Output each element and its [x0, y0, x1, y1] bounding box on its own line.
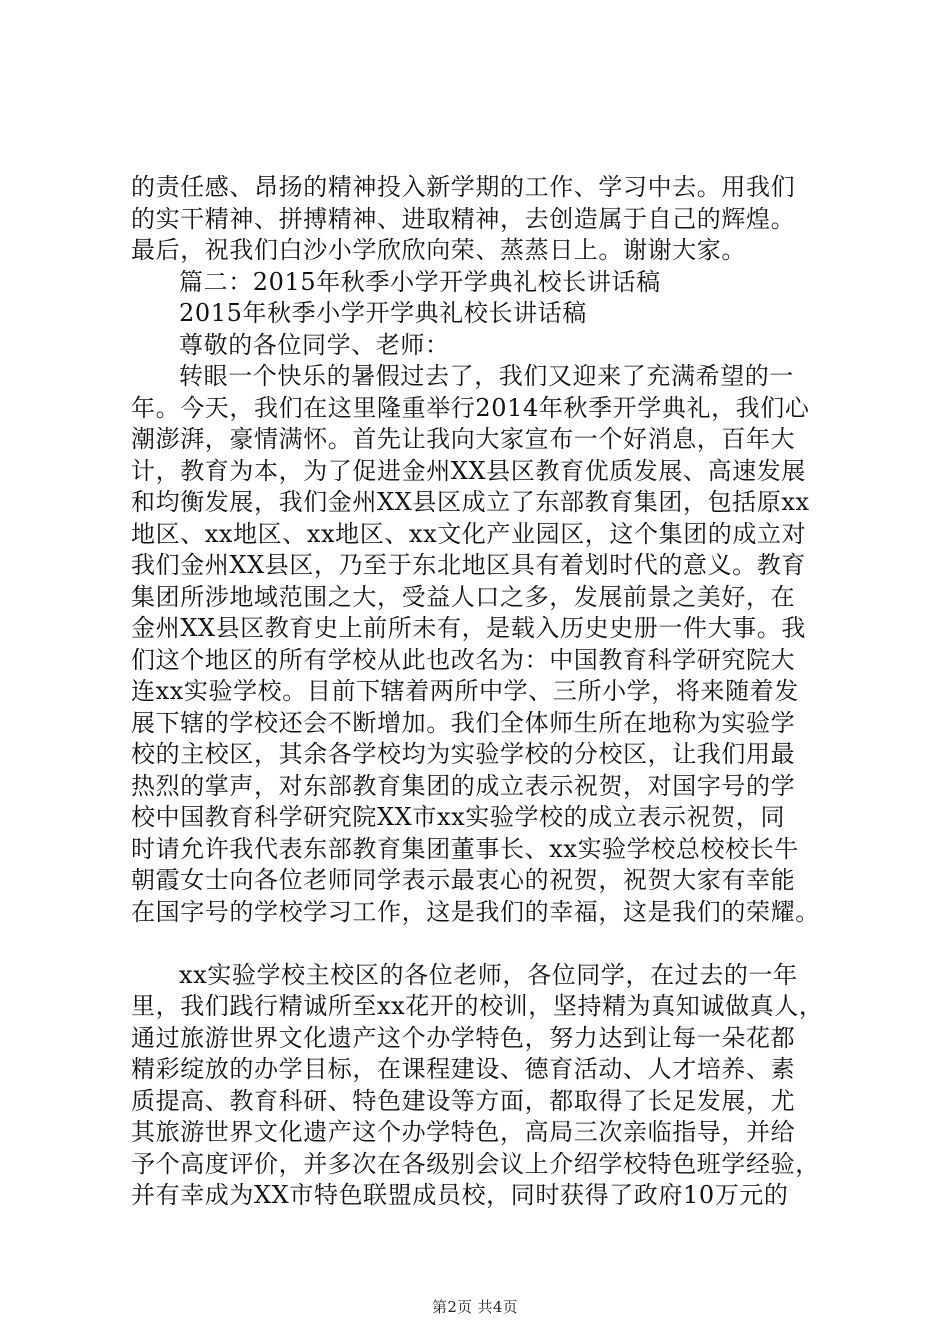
text-line: 校中国教育科学研究院XX市xx实验学校的成立表示祝贺，同 [131, 803, 786, 831]
text-line: 并有幸成为XX市特色联盟成员校，同时获得了政府10万元的 [131, 1181, 789, 1209]
document-body [131, 172, 831, 1212]
text-line: 其旅游世界文化遗产这个办学特色，高局三次亲临指导，并给 [131, 1118, 796, 1146]
text-line: 里，我们践行精诚所至xx花开的校训，坚持精为真知诚做真人， [131, 992, 824, 1020]
text-line: 最后，祝我们白沙小学欣欣向荣、蒸蒸日上。谢谢大家。 [131, 236, 746, 264]
text-line: 予个高度评价，并多次在各级别会议上介绍学校特色班学经验， [131, 1149, 820, 1178]
text-line: xx实验学校主校区的各位老师，各位同学，在过去的一年 [179, 960, 798, 989]
text-line: 时请允许我代表东部教育集团董事长、xx实验学校总校校长牛 [131, 834, 799, 863]
text-line: 在国字号的学校学习工作，这是我们的幸福，这是我们的荣耀。 [131, 897, 820, 926]
text-line: 集团所涉地域范围之大，受益人口之多，发展前景之美好，在 [131, 582, 796, 611]
text-line: 和均衡发展，我们金州XX县区成立了东部教育集团，包括原xx [131, 488, 810, 516]
text-line: 校的主校区，其余各学校均为实验学校的分校区，让我们用最 [131, 740, 796, 768]
paragraph-gap [131, 928, 831, 960]
text-line: 金州XX县区教育史上前所未有，是载入历史史册一件大事。我 [131, 614, 806, 642]
text-line: 朝霞女士向各位老师同学表示最衷心的祝贺，祝贺大家有幸能 [131, 866, 796, 894]
text-line: 地区、xx地区、xx地区、xx文化产业园区，这个集团的成立对 [131, 519, 807, 548]
text-line: 年。今天，我们在这里隆重举行2014年秋季开学典礼，我们心 [131, 393, 810, 422]
text-line: 连xx实验学校。目前下辖着两所中学、三所小学，将来随着发 [131, 677, 799, 705]
text-line: 转眼一个快乐的暑假过去了，我们又迎来了充满希望的一 [179, 362, 794, 390]
text-line: 质提高、教育科研、特色建设等方面，都取得了长足发展，尤 [131, 1086, 796, 1115]
text-line: 们这个地区的所有学校从此也改名为：中国教育科学研究院大 [131, 645, 796, 674]
text-line: 计，教育为本，为了促进金州XX县区教育优质发展、高速发展 [131, 456, 806, 485]
text-line: 展下辖的学校还会不断增加。我们全体师生所在地称为实验学 [131, 708, 796, 737]
page-number: 第2页 共4页 [432, 1298, 518, 1316]
text-line: 的责任感、昂扬的精神投入新学期的工作、学习中去。用我们 [131, 173, 796, 201]
text-line: 我们金州XX县区，乃至于东北地区具有着划时代的意义。教育 [131, 551, 806, 579]
text-line: 精彩绽放的办学目标，在课程建设、德育活动、人才培养、素 [131, 1055, 796, 1083]
section-heading: 篇二：2015年秋季小学开学典礼校长讲话稿 [179, 267, 661, 296]
text-line: 的实干精神、拼搏精神、进取精神，去创造属于自己的辉煌。 [131, 204, 796, 233]
speech-title: 2015年秋季小学开学典礼校长讲话稿 [179, 299, 587, 327]
text-line: 通过旅游世界文化遗产这个办学特色，努力达到让每一朵花都 [131, 1023, 796, 1052]
text-line: 热烈的掌声，对东部教育集团的成立表示祝贺，对国字号的学 [131, 771, 796, 800]
text-line: 潮澎湃，豪情满怀。首先让我向大家宣布一个好消息，百年大 [131, 425, 796, 453]
salutation: 尊敬的各位同学、老师： [179, 330, 450, 359]
